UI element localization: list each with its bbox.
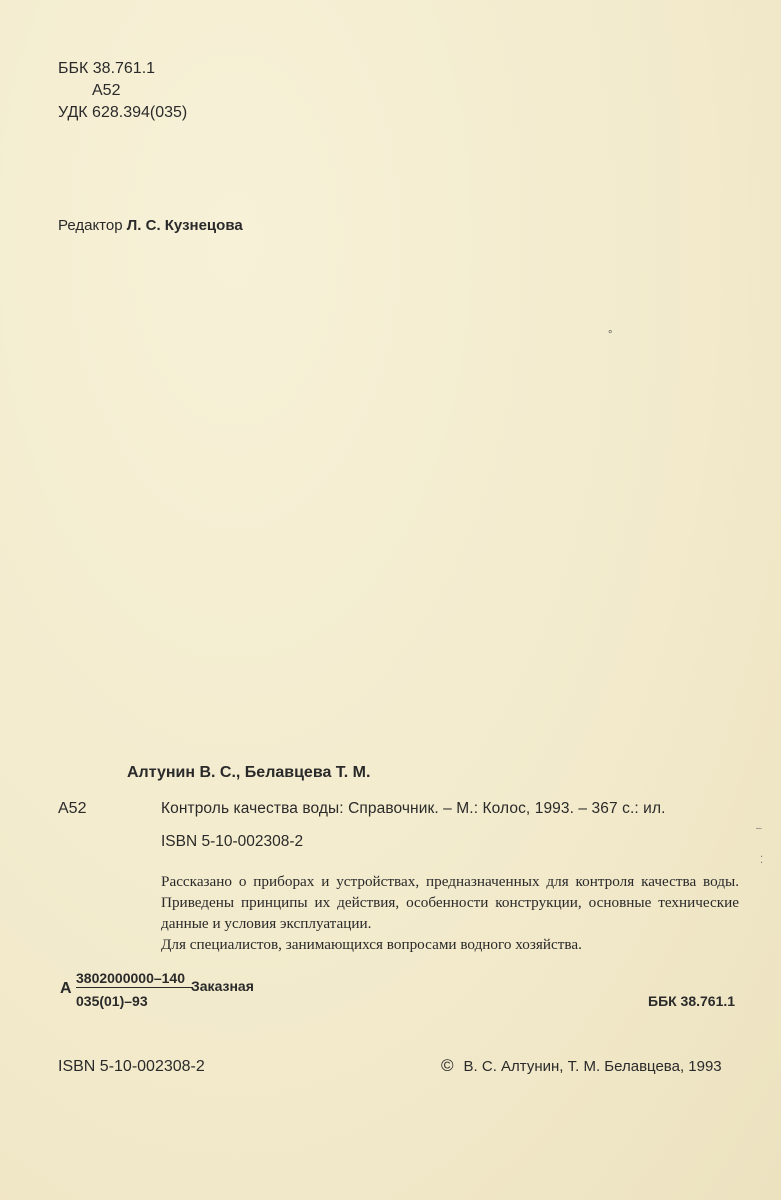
footer-isbn: ISBN 5-10-002308-2 bbox=[58, 1058, 205, 1075]
editor-line bbox=[58, 217, 243, 234]
order-type: Заказная bbox=[191, 978, 254, 994]
card-author-mark: А52 bbox=[58, 800, 87, 817]
card-authors: Алтунин В. С., Белавцева Т. М. bbox=[127, 764, 371, 781]
stray-mark: ° bbox=[608, 329, 613, 341]
code-prefix: А bbox=[60, 980, 72, 997]
copyright-line bbox=[441, 1056, 722, 1076]
copyright-text: В. С. Алтунин, Т. М. Белавцева, 1993 bbox=[463, 1058, 722, 1075]
copyright-icon: © bbox=[441, 1056, 454, 1075]
annotation-paragraph-2: Для специалистов, занимающихся вопросами водного хозяйства. bbox=[161, 936, 582, 953]
editor-label: Редактор bbox=[58, 217, 123, 234]
editor-name: Л. С. Кузнецова bbox=[126, 217, 243, 234]
annotation-paragraph-1: Рассказано о приборах и устройствах, предназначенных для контроля качества воды. Приведены принципы их действия, особенности конструкции, основные технические данные и условия эксплуатации. bbox=[161, 873, 739, 932]
card-annotation bbox=[161, 871, 739, 955]
edge-speck-icon: ⁚ bbox=[760, 855, 764, 866]
udk-code: УДК 628.394(035) bbox=[58, 104, 188, 121]
edge-speck-icon: – bbox=[756, 823, 762, 834]
card-bbk-code: ББК 38.761.1 bbox=[648, 993, 736, 1009]
code-denominator: 035(01)–93 bbox=[76, 993, 148, 1009]
bbk-code: ББК 38.761.1 bbox=[58, 60, 156, 77]
card-title-line: Контроль качества воды: Справочник. – М.: Колос, 1993. – 367 с.: ил. bbox=[161, 800, 666, 817]
author-mark: А52 bbox=[92, 82, 121, 99]
code-numerator: 3802000000–140 bbox=[76, 970, 193, 988]
card-isbn: ISBN 5-10-002308-2 bbox=[161, 833, 304, 850]
